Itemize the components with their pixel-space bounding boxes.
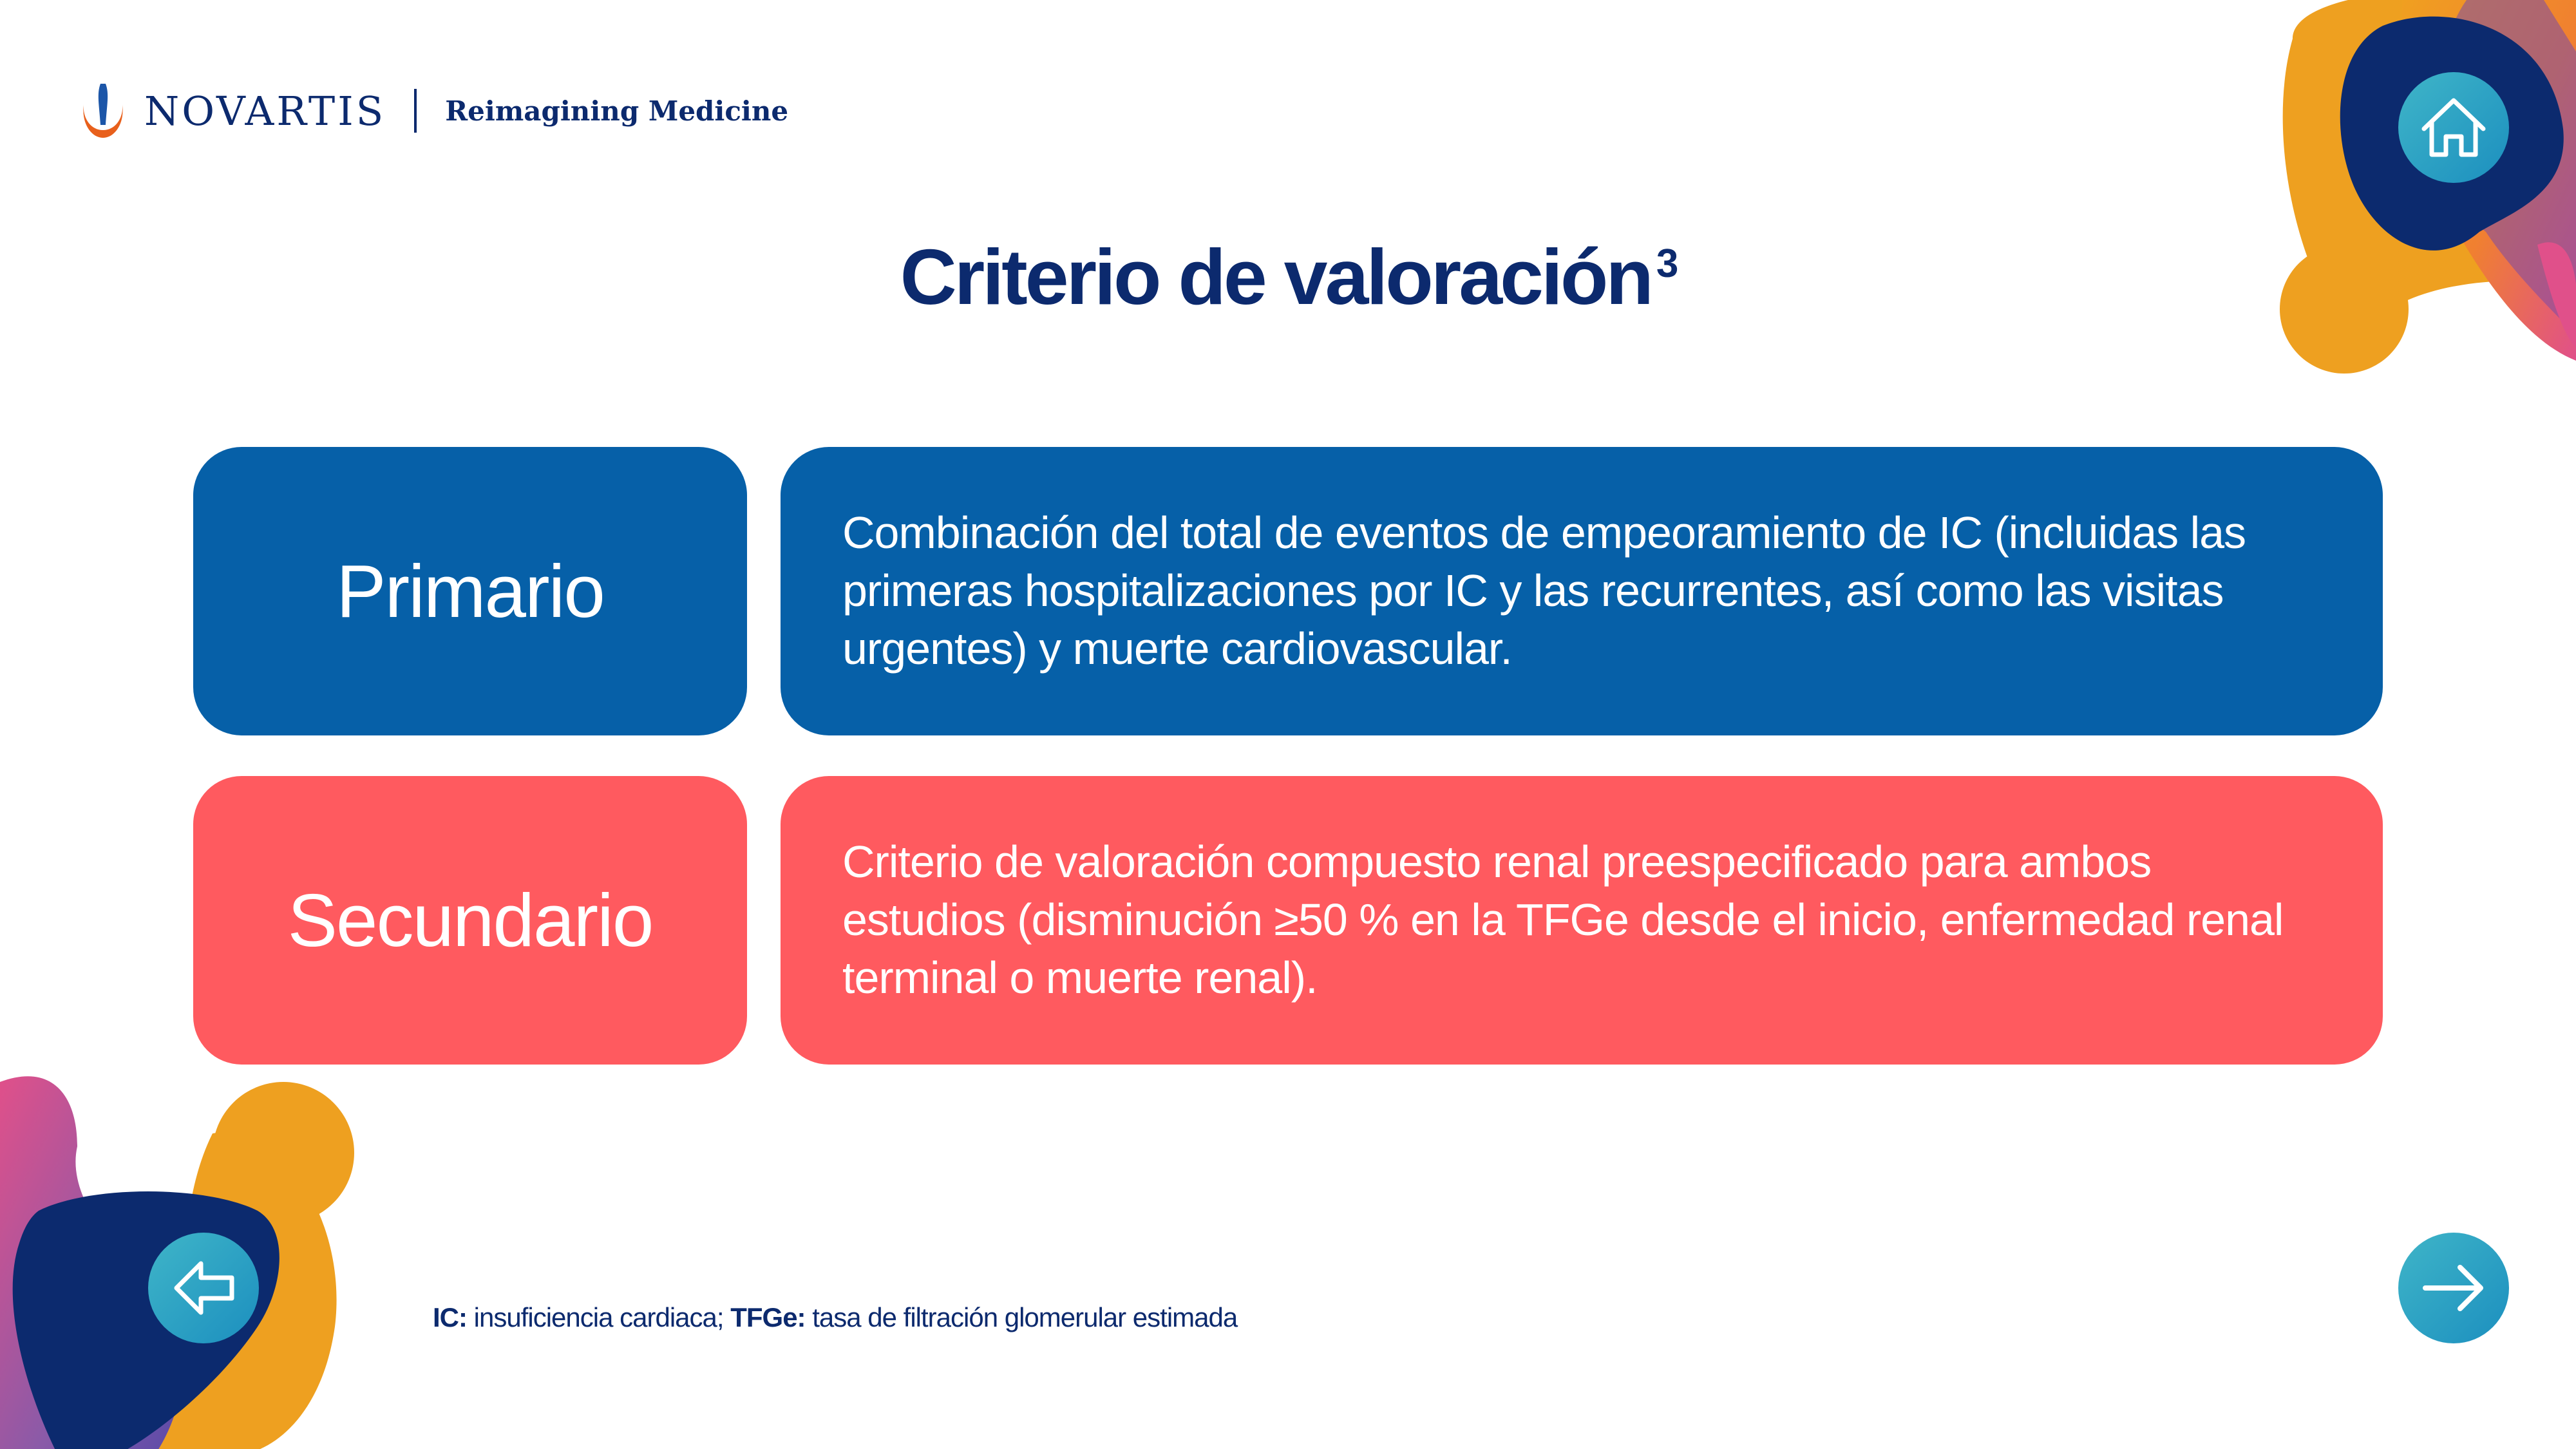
- logo-divider: [414, 89, 417, 133]
- footnote-abbr-ic: IC:: [433, 1302, 467, 1332]
- brand-name: NOVARTIS: [144, 87, 386, 135]
- home-icon: [2415, 89, 2492, 166]
- page-title: [0, 232, 2576, 322]
- brand-tagline: Reimagining Medicine: [445, 95, 789, 127]
- arrow-right-icon: [2415, 1249, 2492, 1327]
- primary-label-card: [193, 447, 747, 735]
- footnote-def-tfge: tasa de filtración glomerular estimada: [805, 1302, 1238, 1332]
- next-button[interactable]: [2398, 1233, 2509, 1343]
- home-button[interactable]: [2398, 72, 2509, 183]
- page-title-text: Criterio de valoración: [900, 233, 1651, 321]
- secondary-label-card: [193, 776, 747, 1065]
- abbreviations-footnote: [433, 1302, 1237, 1333]
- title-reference: 3: [1656, 242, 1676, 286]
- novartis-flame-icon: [77, 79, 129, 143]
- primary-description: Combinación del total de eventos de empeoramiento de IC (incluidas las primeras hospitalizaciones por IC y las recurrentes, así como las visitas urgentes) y muerte cardiovascular.: [842, 507, 2246, 674]
- primary-label: Primario: [336, 549, 604, 633]
- back-button[interactable]: [148, 1233, 259, 1343]
- primary-description-card: [781, 447, 2383, 735]
- secondary-description-card: [781, 776, 2383, 1065]
- secondary-label: Secundario: [287, 878, 653, 962]
- secondary-description: Criterio de valoración compuesto renal preespecificado para ambos estudios (disminución ≥50 % en la TFGe desde el inicio, enfermedad renal terminal o muerte renal).: [842, 837, 2284, 1003]
- footnote-def-ic: insuficiencia cardiaca;: [467, 1302, 731, 1332]
- footnote-abbr-tfge: TFGe:: [730, 1302, 806, 1332]
- arrow-left-icon: [165, 1249, 242, 1327]
- novartis-logo: [77, 72, 788, 149]
